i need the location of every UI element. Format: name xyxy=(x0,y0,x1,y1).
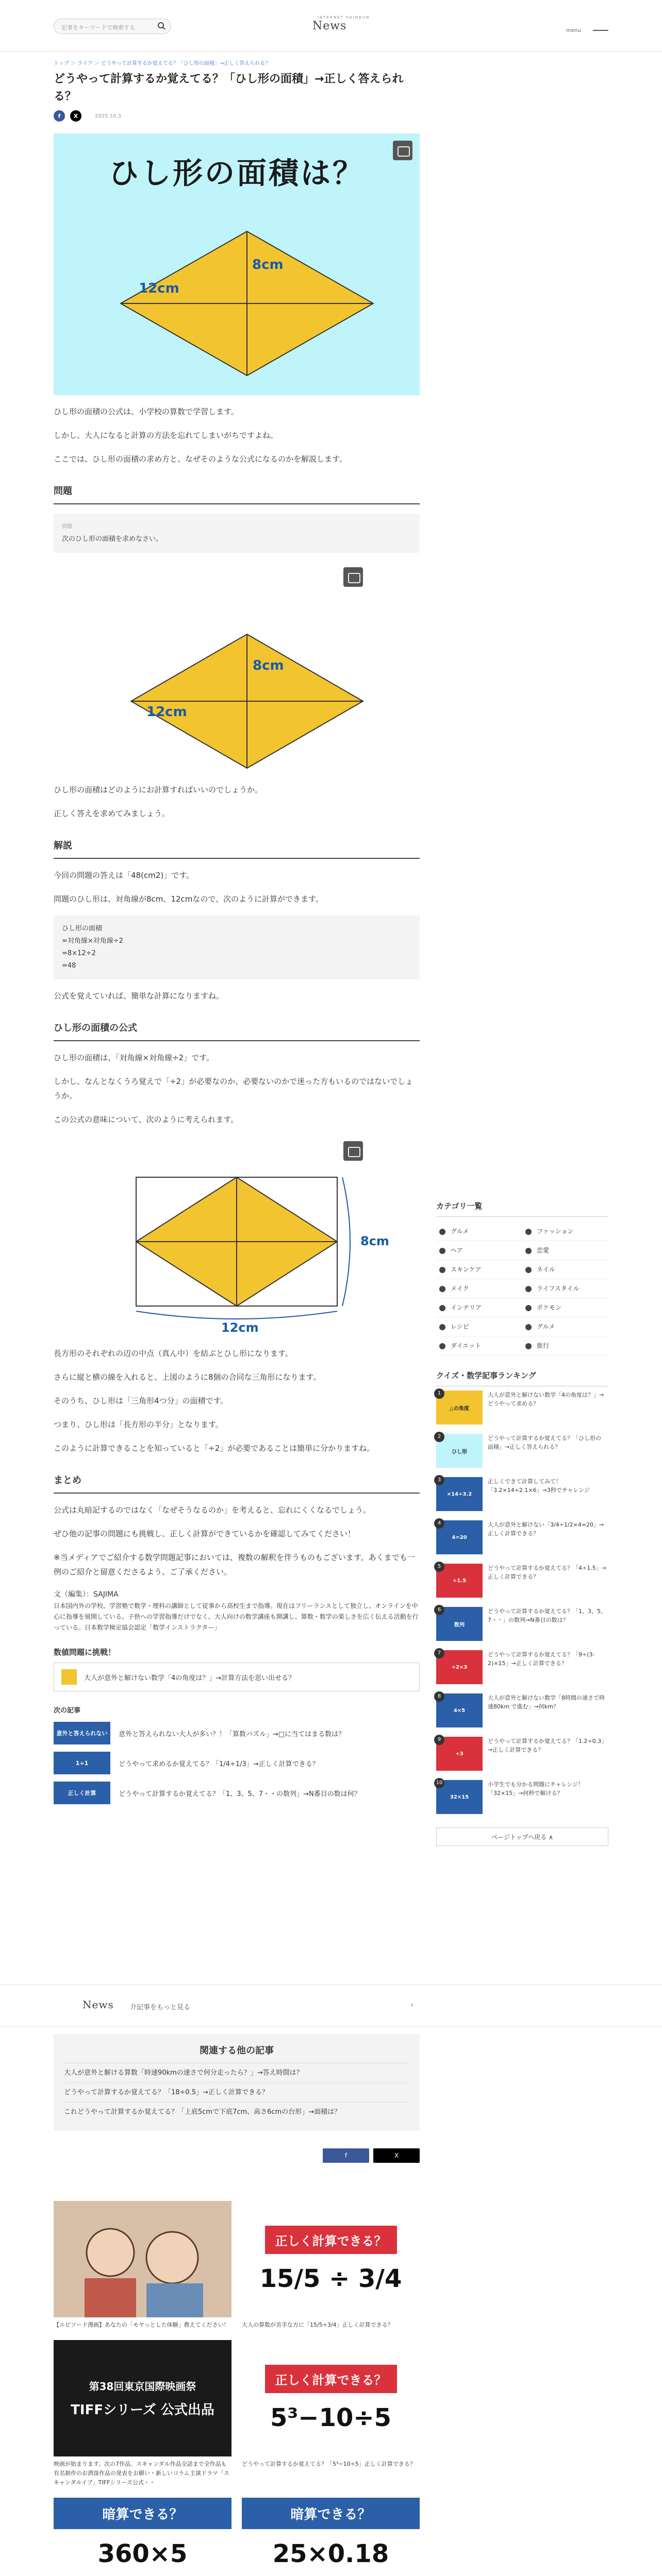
heading-problem: 問題 xyxy=(54,484,420,504)
answer-line: =8×12÷2 xyxy=(62,950,96,957)
rank-number: 3 xyxy=(434,1475,444,1485)
related-title: 関連する他の記事 xyxy=(200,2045,274,2056)
chevron-right-icon[interactable]: › xyxy=(410,1999,414,2009)
tile-caption: 映画が始まります。次の7作品、スキャンダル作品全話まで全作品も有名制作のお洒落作品の発表をお願い・新しいコラム主演ドラマ「スキャンダルイブ」TIFFシリーズ公式・・ xyxy=(54,2461,229,2486)
after-fig-2: 正しく答えを求めてみましょう。 xyxy=(54,809,170,818)
x-share-button[interactable]: X xyxy=(373,2148,420,2163)
tile-tag: 正しく計算できる？ xyxy=(265,2226,397,2254)
intro-3: ここでは、ひし形の面積の求め方と、なぜそのような公式になるのかを解説します。 xyxy=(54,454,347,464)
ranking-item[interactable] xyxy=(436,1693,608,1733)
rhombus-figure-2 xyxy=(54,562,420,773)
challenge-label: 数値問題に挑戦！ xyxy=(54,1648,116,1657)
band-logo[interactable]: News xyxy=(82,1998,114,2011)
rank-number: 7 xyxy=(434,1648,444,1658)
more-articles-band xyxy=(0,1985,662,2027)
figure-3 xyxy=(54,1136,420,1337)
category-icon xyxy=(439,1305,445,1311)
formula-1: ひし形の面積は、「対角線×対角線÷2」です。 xyxy=(54,1053,214,1062)
related-articles xyxy=(54,2034,420,2131)
publish-date: 2025.10.3 xyxy=(95,113,121,119)
dim-horizontal: 12cm xyxy=(139,281,179,296)
article xyxy=(54,59,420,1804)
film-badge: 第38回東京国際映画祭 xyxy=(89,2380,196,2393)
challenge-card[interactable] xyxy=(54,1663,420,1691)
rank-thumb: ÷2×3 xyxy=(436,1650,483,1684)
challenge-thumb xyxy=(61,1669,77,1685)
tile-caption: 大人の算数が苦手な方に「15/5÷3/4」正しく計算できる？ xyxy=(242,2321,393,2328)
category-item[interactable]: インテリア xyxy=(436,1298,522,1317)
hamburger-icon[interactable] xyxy=(593,30,608,31)
tile-tag: 正しく計算できる？ xyxy=(265,2365,397,2393)
answer-line: ひし形の面積 xyxy=(62,925,103,933)
author-bio: 日本国内外の学校、学習塾で数学・理科の講師として従事から高校生まで指導。現在はフリーランスとして独立し、オンラインを中心に指導を展開している。子供への学習指導だけでなく、大人向けの数学講座も開講し、算数・数学の楽しさを広く伝える活動を行っている。日本数学検定協会認定「数学インストラクター」 xyxy=(54,1602,419,1631)
category-item[interactable]: 旅行 xyxy=(522,1336,608,1355)
ranking-item[interactable] xyxy=(436,1607,608,1646)
rank-text: 大人が意外と解けない「3/4÷1/2×4=20」→正しく計算できる？ xyxy=(488,1521,604,1537)
category-icon xyxy=(525,1248,532,1254)
site-logo[interactable]: News xyxy=(312,20,347,32)
rank-thumb: 4=20 xyxy=(436,1520,483,1554)
tile-math: 5³−10÷5 xyxy=(270,2403,392,2432)
category-icon xyxy=(525,1305,532,1311)
category-icon xyxy=(525,1343,532,1349)
sidebar xyxy=(436,1200,608,1846)
category-item[interactable]: スキンケア xyxy=(436,1260,522,1279)
manga-illustration xyxy=(54,2201,231,2317)
category-item[interactable]: グルメ xyxy=(522,1317,608,1336)
rank-thumb: 数列 xyxy=(436,1607,483,1641)
category-item[interactable]: ネイル xyxy=(522,1260,608,1279)
category-icon xyxy=(439,1267,445,1273)
ranking-item[interactable] xyxy=(436,1737,608,1776)
intro-2: しかし、大人になると計算の方法を忘れてしまいがちですよね。 xyxy=(54,431,278,440)
summary-2: ぜひ他の記事の問題にも挑戦し、正しく計算ができているかを確認してみてください！ xyxy=(54,1529,356,1538)
ranking-item[interactable] xyxy=(436,1434,608,1473)
rank-thumb: △の角度 xyxy=(436,1391,483,1425)
answer-2: 問題のひし形は、対角線が8cm、12cmなので、次のように計算ができます。 xyxy=(54,894,323,904)
rank-text: 大人が意外と解けない数学「8時間の速さで時速80km で進む」→何km？ xyxy=(488,1694,605,1710)
fig3-4: つまり、ひし形は「長方形の半分」となります。 xyxy=(54,1420,223,1429)
category-icon xyxy=(525,1229,532,1235)
film-thumb xyxy=(54,2340,231,2456)
next-item[interactable] xyxy=(54,1752,420,1774)
author-label: 文（編集）：SAJIMA xyxy=(54,1590,119,1599)
ranking-item[interactable] xyxy=(436,1477,608,1516)
logo-subtitle: INTERNET SHINBUN xyxy=(318,15,370,20)
ranking-list xyxy=(436,1391,608,1819)
next-item[interactable] xyxy=(54,1782,420,1804)
heading-summary: まとめ xyxy=(54,1473,420,1494)
answer-after: 公式を覚えていれば、簡単な計算になりますね。 xyxy=(54,991,224,1001)
article-grid xyxy=(54,2201,420,2576)
heading-formula: ひし形の面積の公式 xyxy=(54,1021,420,1041)
category-item[interactable]: ダイエット xyxy=(436,1336,522,1355)
dim-vertical-2: 8cm xyxy=(253,658,284,673)
grid-tile[interactable] xyxy=(54,2340,231,2487)
rank-thumb: 4×5 xyxy=(436,1693,483,1727)
category-item[interactable]: メイク xyxy=(436,1279,522,1298)
category-item[interactable]: ライフスタイル xyxy=(522,1279,608,1298)
rank-text: どうやって計算するか覚えてる？「1、3、5、7・・」の数列→N番目の数は？ xyxy=(488,1608,606,1623)
tile-caption: どうやって計算するか覚えてる？「5³−10÷5」正しく計算できる？ xyxy=(242,2461,416,2467)
next-text: 意外と答えられない大人が多い？！「算数パズル」→□に当てはまる数は？ xyxy=(119,1730,345,1738)
search-icon[interactable] xyxy=(157,22,166,30)
category-item[interactable]: ファッション xyxy=(522,1222,608,1241)
rank-text: どうやって計算するか覚えてる？「ひし形の面積」→正しく答えられる？ xyxy=(488,1435,601,1450)
next-text: どうやって求めるか覚えてる？「1/4÷1/3」→正しく計算できる？ xyxy=(119,1760,319,1768)
dim-horizontal-2: 12cm xyxy=(146,704,187,720)
rank-thumb: ÷3 xyxy=(436,1737,483,1771)
rank-text: どうやって計算するか覚えてる？「1.2÷0.3」→正しく計算できる？ xyxy=(488,1738,604,1753)
rank-text: 正しくできて計算してみて！「3.2×14÷2.1×6」→3秒でチャレンジ xyxy=(488,1478,590,1494)
page-top-button[interactable]: ページトップへ戻る ∧ xyxy=(436,1827,608,1846)
search-input[interactable] xyxy=(54,19,171,34)
rhombus-figure xyxy=(54,133,420,395)
grid-tile[interactable] xyxy=(54,2498,231,2576)
answer-line: =48 xyxy=(62,962,76,970)
summary-1: 公式は丸暗記するのではなく「なぜそうなるのか」を考えると、忘れにくくなるでしょう。 xyxy=(54,1505,371,1515)
rank-number: 9 xyxy=(434,1735,444,1745)
answer-1: 今回の問題の答えは「48(cm2)」です。 xyxy=(54,871,194,880)
problem-box-label: 問題 xyxy=(62,524,72,530)
rank-text: どうやって計算するか覚えてる？「4÷1.5」→正しく計算できる？ xyxy=(488,1565,606,1580)
math-thumb xyxy=(242,2201,420,2317)
tile-caption: 【エピソード漫画】あなたの「モヤっとした体験」教えてください！ xyxy=(54,2321,229,2328)
film-sub: TIFFシリーズ 公式出品 xyxy=(71,2402,214,2418)
category-item[interactable]: グルメ xyxy=(436,1222,522,1241)
answer-line: =対角線×対角線÷2 xyxy=(62,937,123,945)
tile-math: 15/5 ÷ 3/4 xyxy=(259,2264,402,2293)
category-icon xyxy=(525,1324,532,1330)
category-icon xyxy=(439,1248,445,1254)
manga-thumb xyxy=(54,2201,231,2317)
grid-tile[interactable] xyxy=(54,2201,231,2330)
category-icon xyxy=(439,1229,445,1235)
dim-horizontal-3: 12cm xyxy=(221,1320,259,1335)
hero-title: ひし形の面積は？ xyxy=(108,156,365,191)
ranking-item[interactable] xyxy=(436,1650,608,1689)
tile-math: 360×5 xyxy=(97,2539,188,2568)
next-thumb: 意外と答えられない xyxy=(54,1722,110,1744)
rank-text: 小学生でも分かる問題にチャレンジ！「32×15」→何秒で解ける？ xyxy=(488,1781,584,1797)
ranking-title: クイズ・数学記事ランキング xyxy=(436,1370,608,1386)
grid-tile[interactable] xyxy=(242,2201,420,2330)
rank-thumb: 32×15 xyxy=(436,1780,483,1814)
rank-number: 2 xyxy=(434,1432,444,1442)
problem-text: 次のひし形の面積を求めなさい。 xyxy=(62,535,163,543)
hero-image xyxy=(54,133,420,395)
grid-tile[interactable] xyxy=(242,2498,420,2576)
site-header xyxy=(0,0,662,52)
category-title: カテゴリ一覧 xyxy=(436,1200,608,1217)
facebook-share-icon[interactable]: f xyxy=(54,110,65,122)
next-label: 次の記事 xyxy=(54,1707,81,1715)
category-icon xyxy=(439,1286,445,1292)
rank-thumb: ×14÷3.2 xyxy=(436,1477,483,1511)
category-item[interactable]: 恋愛 xyxy=(522,1241,608,1260)
math-thumb xyxy=(54,2498,231,2576)
related-item[interactable]: これどうやって計算するか覚えてる？「上底5cmで下底7cm、高さ6cmの台形」→面積は？ xyxy=(64,2102,409,2122)
tile-tag: 暗算できる？ xyxy=(242,2498,420,2529)
ranking-item[interactable] xyxy=(436,1520,608,1560)
author-profile xyxy=(54,1588,420,1633)
facebook-share-button[interactable]: f xyxy=(323,2148,369,2163)
fig3-5: このように計算できることを知っていると「÷2」が必要であることは簡単に分かりますね。 xyxy=(54,1444,375,1453)
category-item[interactable]: ポケモン xyxy=(522,1298,608,1317)
ranking-item[interactable] xyxy=(436,1564,608,1603)
rank-text: 大人が意外と解けない数学「4の角度は？」→どうやって求める？ xyxy=(488,1392,604,1407)
after-fig-1: ひし形の面積はどのようにお計算すればいいのでしょうか。 xyxy=(54,785,263,794)
category-icon xyxy=(525,1286,532,1292)
tile-tag: 暗算できる？ xyxy=(54,2498,231,2529)
x-share-icon[interactable]: X xyxy=(70,110,81,122)
fig3-2: さらに縦と横の線を入れると、上図のように8個の合同な三角形になります。 xyxy=(54,1372,321,1382)
heading-answer: 解説 xyxy=(54,838,420,859)
challenge-text: 大人が意外と解けない数学「4の角度は？」→計算方法を思い出せる？ xyxy=(84,1674,295,1682)
rank-number: 8 xyxy=(434,1691,444,1702)
related-item[interactable]: どうやって計算するか覚えてる？「18÷0.5」→正しく計算できる？ xyxy=(64,2082,409,2102)
fig3-1: 長方形のそれぞれの辺の中点（真ん中）を結ぶとひし形になります。 xyxy=(54,1349,293,1358)
rank-text: どうやって計算するか覚えてる？「9÷(3-2)×15」→正しく計算できる？ xyxy=(488,1651,595,1667)
category-item[interactable]: ヘア xyxy=(436,1241,522,1260)
problem-box xyxy=(54,514,420,553)
related-item[interactable]: 大人が意外と解ける算数「時速90kmの速さで何分走ったら？」→答え時間は？ xyxy=(64,2063,409,2082)
rank-number: 5 xyxy=(434,1562,444,1572)
math-thumb xyxy=(242,2340,420,2456)
breadcrumb[interactable]: トップ ＞ ライフ ＞ どうやって計算するか覚えてる？「ひし形の面積」→正しく答えられる？ xyxy=(54,61,271,66)
rank-number: 1 xyxy=(434,1388,444,1399)
article-meta xyxy=(54,110,420,122)
formula-3: この公式の意味について、次のように考えられます。 xyxy=(54,1115,239,1124)
math-thumb xyxy=(242,2498,420,2576)
figure-2 xyxy=(54,562,420,773)
category-icon xyxy=(439,1343,445,1349)
category-list xyxy=(436,1222,608,1355)
rank-number: 6 xyxy=(434,1605,444,1615)
next-thumb: 1÷1 xyxy=(54,1752,110,1774)
rank-number: 4 xyxy=(434,1518,444,1529)
ranking-item[interactable] xyxy=(436,1780,608,1819)
answer-box xyxy=(54,916,420,979)
category-icon xyxy=(525,1267,532,1273)
dim-vertical: 8cm xyxy=(252,257,284,273)
category-item[interactable]: レシピ xyxy=(436,1317,522,1336)
page-title: どうやって計算するか覚えてる？「ひし形の面積」→正しく答えられる？ xyxy=(54,73,404,103)
grid-tile[interactable] xyxy=(242,2340,420,2487)
tile-math: 25×0.18 xyxy=(272,2539,389,2568)
band-text[interactable]: 介記事をもっと見る xyxy=(130,2004,191,2011)
search-placeholder: 記事をキーワードで検索する xyxy=(61,24,135,31)
formula-2: しかし、なんとなくうろ覚えで「÷2」が必要なのか、必要ないのかで迷った方もいるのではないでしょうか。 xyxy=(54,1077,413,1100)
fig3-3: そのうち、ひし形は「三角形4つ分」の面積です。 xyxy=(54,1396,228,1405)
summary-3: ※当メディアでご紹介する数学問題記事においては、複数の解釈を伴うものもございます。あくまでも一例のご紹介と留意くださるよう、ご了承ください。 xyxy=(54,1553,415,1577)
category-icon xyxy=(439,1324,445,1330)
intro-1: ひし形の面積の公式は、小学校の算数で学習します。 xyxy=(54,407,239,416)
rank-thumb: ひし形 xyxy=(436,1434,483,1468)
rank-number: 10 xyxy=(434,1778,444,1788)
next-thumb: 正しく計算 xyxy=(54,1782,110,1804)
next-item[interactable] xyxy=(54,1722,420,1744)
rank-thumb: ÷1.5 xyxy=(436,1564,483,1598)
menu-label[interactable]: menu xyxy=(566,28,581,33)
dim-vertical-3: 8cm xyxy=(360,1234,389,1248)
ranking-item[interactable] xyxy=(436,1391,608,1430)
next-text: どうやって計算するか覚えてる？「1、3、5、7・・の数列」→N番目の数は何？ xyxy=(119,1790,361,1798)
